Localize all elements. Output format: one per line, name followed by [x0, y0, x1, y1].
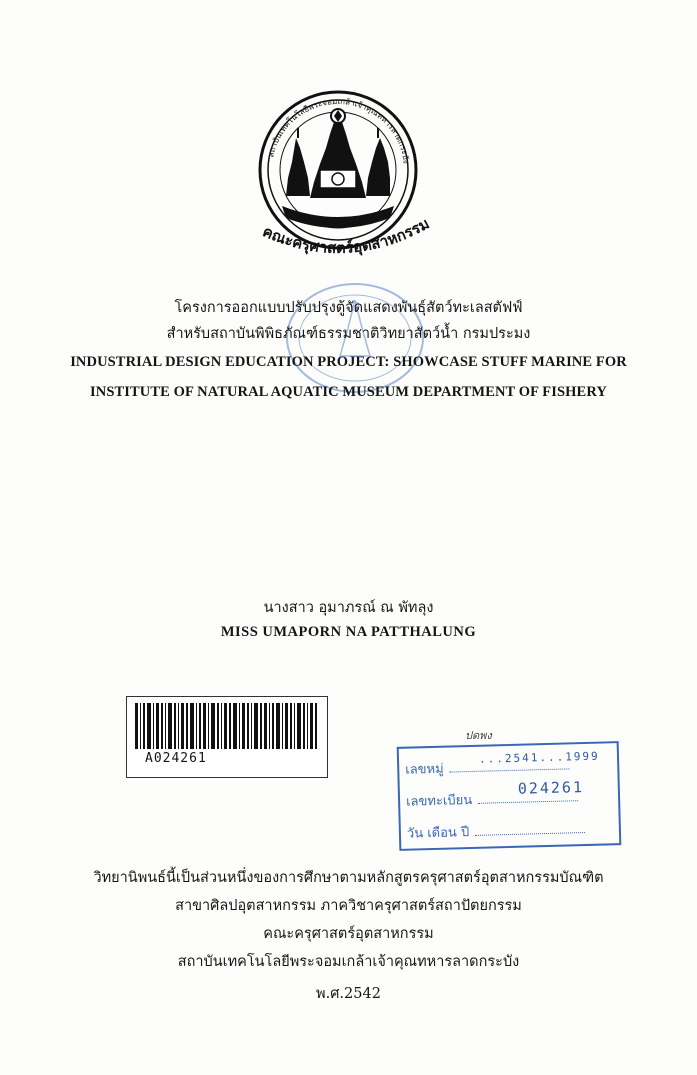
barcode-icon: [135, 703, 317, 749]
handwritten-note: ปดพง: [465, 729, 492, 742]
barcode-label: [126, 696, 328, 778]
footer-faculty-line: คณะครุศาสตร์อุตสาหกรรม: [263, 926, 434, 942]
university-seal-icon: [238, 78, 438, 278]
title-english-line-1: INDUSTRIAL DESIGN EDUCATION PROJECT: SHOWCASE STUFF MARINE FOR: [70, 354, 627, 370]
call-number-label: เลขหมู่: [405, 761, 444, 778]
title-thai-line-1: โครงการออกแบบปรับปรุงตู้จัดแสดงพันธุ์สัตว์ทะเลสตัฟฟ์: [174, 300, 523, 316]
footer-department-line: สาขาศิลปอุตสาหกรรม ภาควิชาครุศาสตร์สถาปัตยกรรม: [175, 898, 522, 914]
title-thai-line-2: สำหรับสถาบันพิพิธภัณฑ์ธรรมชาติวิทยาสัตว์น้ำ กรมประมง: [166, 326, 531, 342]
date-label: วัน เดือน ปี: [406, 825, 470, 842]
stamp-row-date: [407, 818, 586, 844]
call-number-value: ...2541...1999: [478, 749, 600, 766]
registration-value: 024261: [517, 778, 585, 798]
seal-banner-text: คณะครุศาสตร์อุตสาหกรรม: [259, 214, 433, 258]
footer-degree-line: วิทยานิพนธ์นี้เป็นส่วนหนึ่งของการศึกษาตามหลักสูตรครุศาสตร์อุตสาหกรรมบัณฑิต: [93, 870, 604, 886]
footer-institute-line: สถาบันเทคโนโลยีพระจอมเกล้าเจ้าคุณทหารลาดกระบัง: [177, 954, 520, 970]
author-english: MISS UMAPORN NA PATTHALUNG: [220, 624, 477, 640]
seal-ring-text: สถาบันเทคโนโลยีพระจอมเกล้าเจ้าคุณทหารลาดกระบัง: [266, 96, 411, 165]
registration-label: เลขทะเบียน: [405, 792, 473, 810]
title-english-line-2: INSTITUTE OF NATURAL AQUATIC MUSEUM DEPARTMENT OF FISHERY: [90, 384, 607, 400]
barcode-number: A024261: [145, 751, 207, 766]
footer-year: พ.ศ.2542: [316, 986, 381, 1002]
library-registration-stamp: [397, 741, 622, 851]
author-thai: นางสาว อุมาภรณ์ ณ พัทลุง: [263, 600, 434, 616]
